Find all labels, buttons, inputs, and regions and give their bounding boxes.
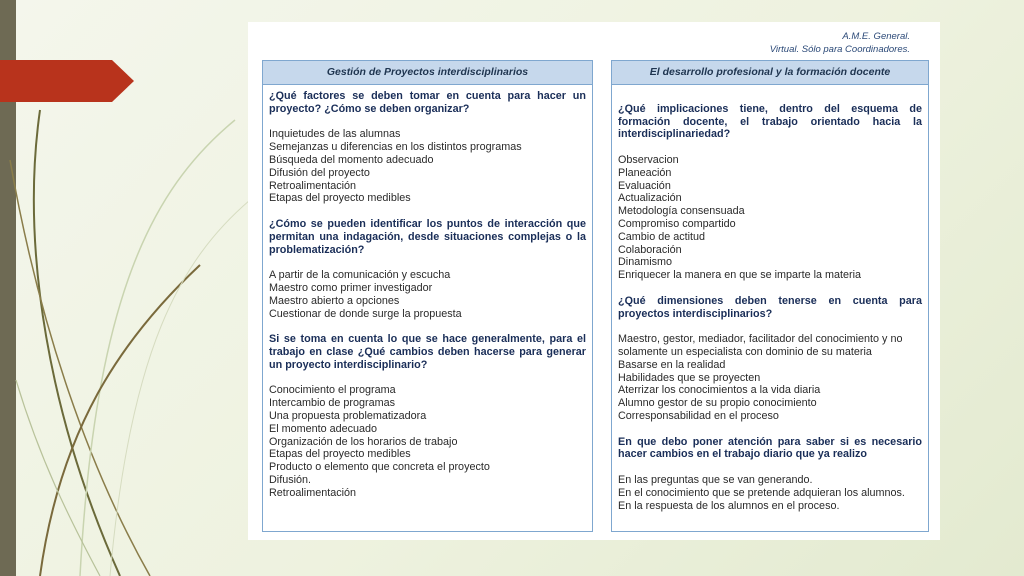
answer-item: Planeación <box>618 166 672 179</box>
left-panel <box>262 60 593 532</box>
answer-item: Metodología consensuada <box>618 205 745 218</box>
question-text: ¿Qué dimensiones deben tenerse en cuenta para proyectos interdisciplinarios? <box>618 294 922 320</box>
spacer <box>269 205 586 218</box>
answer-list <box>618 154 922 282</box>
answer-item: Producto o elemento que concreta el proyecto <box>269 461 490 474</box>
answer-item: Difusión del proyecto <box>269 166 370 179</box>
right-panel-title: El desarrollo profesional y la formación docente <box>612 61 928 85</box>
spacer <box>269 320 586 333</box>
answer-item: Evaluación <box>618 179 671 192</box>
answer-item: En la respuesta de los alumnos en el proceso. <box>618 499 840 512</box>
answer-item: Cuestionar de donde surge la propuesta <box>269 307 462 320</box>
left-panel-title: Gestión de Proyectos interdisciplinarios <box>263 61 592 85</box>
answer-item: El momento adecuado <box>269 422 378 435</box>
answer-item: Actualización <box>618 192 682 205</box>
red-arrow-tab <box>0 60 134 102</box>
answer-item: Retroalimentación <box>269 486 357 499</box>
spacer <box>618 282 922 295</box>
answer-item: Enriquecer la manera en que se imparte la materia <box>618 269 862 282</box>
answer-item: Compromiso compartido <box>618 217 736 230</box>
answer-item: A partir de la comunicación y escucha <box>269 269 451 282</box>
answer-item: Intercambio de programas <box>269 397 396 410</box>
answer-item: Etapas del proyecto medibles <box>269 192 411 205</box>
document-image <box>248 22 940 540</box>
answer-item: Conocimiento el programa <box>269 384 396 397</box>
answer-item: Maestro como primer investigador <box>269 281 433 294</box>
answer-item: Alumno gestor de su propio conocimiento <box>618 397 817 410</box>
answer-item: Una propuesta problematizadora <box>269 409 427 422</box>
answer-item: Aterrizar los conocimientos a la vida diaria <box>618 384 821 397</box>
spacer <box>269 372 586 385</box>
left-panel-body <box>263 85 592 500</box>
answer-item: Colaboración <box>618 243 682 256</box>
answer-item: Corresponsabilidad en el proceso <box>618 409 779 422</box>
answer-item: Difusión. <box>269 473 312 486</box>
question-text: ¿Cómo se pueden identificar los puntos de interacción que permitan una indagación, desde situaciones complejas o la problematización? <box>269 217 586 256</box>
answer-item: Dinamismo <box>618 256 672 269</box>
answer-item: Búsqueda del momento adecuado <box>269 153 434 166</box>
document-header <box>770 30 910 56</box>
answer-item: Maestro, gestor, mediador, facilitador del conocimiento y no solamente un especialista con dominio de su materia <box>618 333 903 358</box>
answer-list <box>618 333 922 423</box>
answer-list <box>269 384 586 499</box>
spacer <box>269 116 586 129</box>
answer-list <box>269 128 586 205</box>
answer-list <box>618 474 922 512</box>
answer-item: Etapas del proyecto medibles <box>269 448 411 461</box>
answer-item: Semejanzas u diferencias en los distintos programas <box>269 141 522 154</box>
answer-item: Organización de los horarios de trabajo <box>269 435 458 448</box>
header-line-2: Virtual. Sólo para Coordinadores. <box>769 44 910 55</box>
spacer <box>269 256 586 269</box>
question-text: Si se toma en cuenta lo que se hace generalmente, para el trabajo en clase ¿Qué cambios deben hacerse para generar un proyecto interdisciplinario? <box>269 333 586 371</box>
answer-item: Cambio de actitud <box>618 230 706 243</box>
question-text: ¿Qué implicaciones tiene, dentro del esquema de formación docente, el trabajo orientado hacia la interdisciplinariedad? <box>618 102 922 141</box>
answer-item: En el conocimiento que se pretende adquieran los alumnos. <box>618 486 905 499</box>
answer-item: Observacion <box>618 153 679 166</box>
question-text: En que debo poner atención para saber si es necesario hacer cambios en el trabajo diario que ya realizo <box>618 435 922 461</box>
right-panel <box>611 60 929 532</box>
answer-item: Retroalimentación <box>269 179 357 192</box>
answer-item: En las preguntas que se van generando. <box>618 473 813 486</box>
spacer <box>618 90 922 103</box>
answer-item: Basarse en la realidad <box>618 358 726 371</box>
spacer <box>618 461 922 474</box>
question-text: ¿Qué factores se deben tomar en cuenta para hacer un proyecto? ¿Cómo se deben organizar? <box>269 90 586 115</box>
answer-item: Maestro abierto a opciones <box>269 294 400 307</box>
answer-list <box>269 269 586 320</box>
spacer <box>618 141 922 154</box>
right-panel-body <box>612 85 928 512</box>
spacer <box>618 320 922 333</box>
spacer <box>618 423 922 436</box>
answer-item: Inquietudes de las alumnas <box>269 128 401 141</box>
header-line-1: A.M.E. General. <box>842 31 910 42</box>
answer-item: Habilidades que se proyecten <box>618 371 761 384</box>
